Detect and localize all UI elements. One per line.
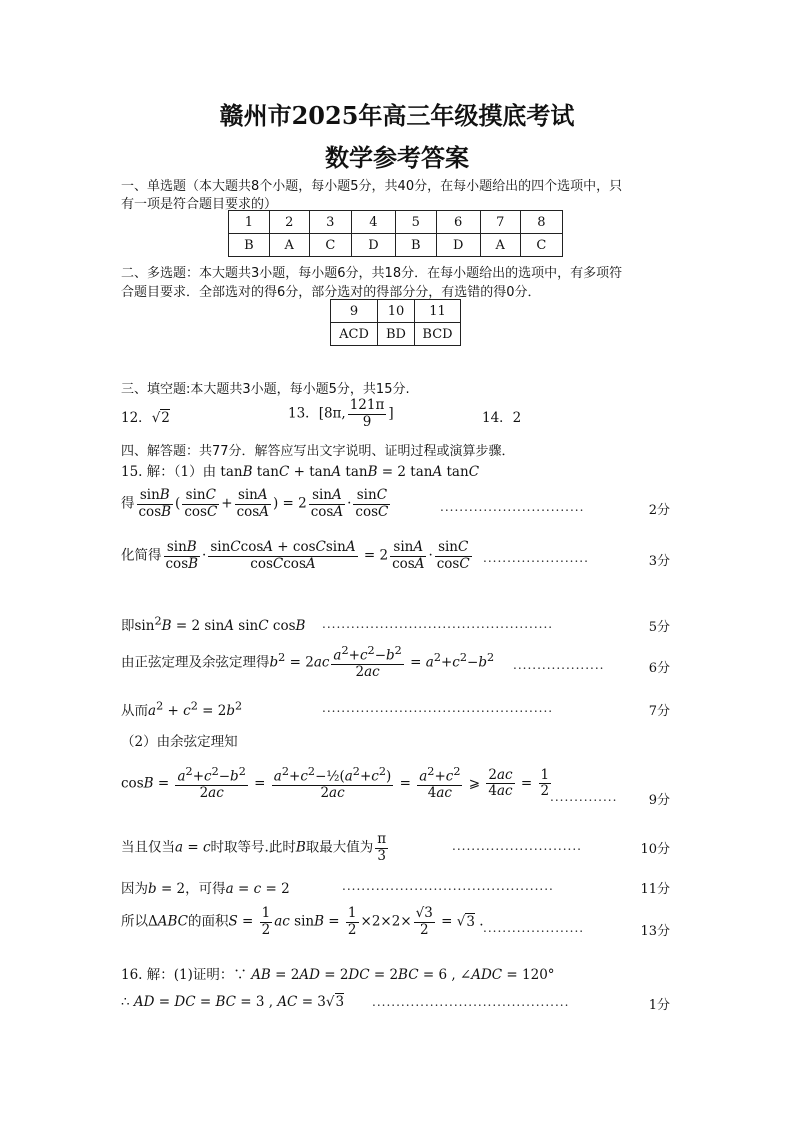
section2-heading: 二、多选题：本大题共3小题，每小题6分，共18分．在每小题给出的选项中，有多项符 <box>121 266 623 281</box>
q15-step1: 15. 解：（1）由 tanB tanC + tanA tanB = 2 tanA tanC <box>121 464 480 480</box>
sqrt-value: 2 <box>161 410 170 426</box>
table-cell: 7 <box>480 211 520 234</box>
leader-dots: ........................... <box>452 839 582 853</box>
section3-heading: 三、填空题:本大题共3小题，每小题5分，共15分. <box>121 382 410 397</box>
q15-step4: 即$\sin^2B = 2$ sinA sinC cosB <box>121 614 306 634</box>
table-cell: 6 <box>436 211 480 234</box>
q15-step5: 由正弦定理及余弦定理得$b^2 = 2ac$ $\frac{a^2+c^2-b^2}{2ac}$ = $a^2+c^2-b^2$ <box>121 644 495 681</box>
q15-step7: cosB = $\frac{a^2+c^2-b^2}{2ac}$ = $\frac{a^2+c^2-\frac{1}{2}(a^2+c^2)}{2ac}$ = $\frac{a^2+c^2}{4ac}$ ⩾ $\frac{2ac}{4ac}$ = $\frac{1}{2}$ <box>121 765 550 802</box>
table-cell: D <box>436 234 480 257</box>
table-cell: BD <box>378 323 415 346</box>
leader-dots: ......................................... <box>372 995 570 1009</box>
single-choice-answer-table <box>228 210 563 257</box>
score-10: 10分 <box>640 842 670 857</box>
leader-dots: ...................... <box>483 551 589 565</box>
leader-dots: ................................................ <box>322 617 554 631</box>
section4-heading: 四、解答题：共77分．解答应写出文字说明、证明过程或演算步骤． <box>121 444 515 459</box>
table-cell: 11 <box>415 300 461 323</box>
score-5: 5分 <box>648 620 670 635</box>
leader-dots: .............. <box>550 790 618 804</box>
table-row <box>229 234 563 257</box>
answer-14: 14．2 <box>482 410 522 426</box>
leader-dots: ................... <box>513 658 605 672</box>
table-cell: 9 <box>331 300 378 323</box>
table-cell: 8 <box>520 211 562 234</box>
score-9: 9分 <box>648 793 670 808</box>
table-cell: ACD <box>331 323 378 346</box>
table-cell: C <box>520 234 562 257</box>
leader-dots: ..................... <box>483 921 585 935</box>
q15-step3: 化简得 $\frac{\sin B}{\cos B}$ · $\frac{\text{sinCcosA + cosCsinA}}{\text{cosCcosA}}$ = 2 $\frac{\sin A}{\cos A}$ · $\frac{\sin C}{\cos C}$ <box>121 539 470 572</box>
score-7: 7分 <box>648 704 670 719</box>
table-cell: 4 <box>351 211 395 234</box>
score-3: 3分 <box>648 554 670 569</box>
q16-given: 16. 解：(1)证明：∵ AB = 2AD = 2DC = 2BC = 6 , ∠ADC = 120° <box>121 967 555 983</box>
q15-step9: 因为b = 2，可得a = c = 2 <box>121 881 290 897</box>
score-2: 2分 <box>648 503 670 518</box>
leader-dots: ................................................ <box>322 701 554 715</box>
table-cell: 1 <box>229 211 270 234</box>
page-title: 赣州市2025年高三年级摸底考试 <box>219 101 575 130</box>
table-cell: C <box>309 234 351 257</box>
q15-part2: （2）由余弦定理知 <box>121 734 238 750</box>
table-cell: A <box>269 234 309 257</box>
table-cell: 3 <box>309 211 351 234</box>
section1-heading-cont: 有一项是符合题目要求的） <box>121 197 278 212</box>
answer-13: 13．[8π, $\frac{121\pi}{9}$ ] <box>288 397 394 430</box>
table-row <box>331 300 461 323</box>
table-cell: 5 <box>395 211 436 234</box>
q15-step10: 所以ΔABC的面积S = $\frac{1}{2}$ ac sinB = $\frac{1}{2}$ ×2×2× $\frac{√3}{2}$ = √3 . <box>121 905 484 938</box>
table-cell: B <box>229 234 270 257</box>
q15-step2: 得 $\frac{\sin B}{\cos B}$ ( $\frac{\sin C}{\cos C}$ + $\frac{\sin A}{\cos A}$ ) = 2 $\frac{\sin A}{\cos A}$ · $\frac{\sin C}{\cos C}$ <box>121 487 389 520</box>
score-6: 6分 <box>648 661 670 676</box>
leader-dots: ............................................ <box>342 879 554 893</box>
q15-step6: 从而$a^2 + c^2 = 2b^2$ <box>121 699 243 719</box>
page-subtitle: 数学参考答案 <box>325 143 469 172</box>
table-row <box>331 323 461 346</box>
q16-step1: ∴ AD = DC = BC = 3 , AC = 3√3 <box>121 994 345 1010</box>
score-11: 11分 <box>640 882 670 897</box>
q15-step8: 当且仅当a = c时取等号.此时B取最大值为 $\frac{\pi}{3}$ <box>121 831 387 864</box>
score-1: 1分 <box>648 998 670 1013</box>
table-cell: 2 <box>269 211 309 234</box>
table-cell: B <box>395 234 436 257</box>
multi-choice-answer-table <box>330 299 461 346</box>
table-cell: A <box>480 234 520 257</box>
table-cell: BCD <box>415 323 461 346</box>
answer-12: 12．√2 <box>121 410 170 426</box>
leader-dots: .............................. <box>440 500 585 514</box>
table-cell: 10 <box>378 300 415 323</box>
table-row <box>229 211 563 234</box>
table-cell: D <box>351 234 395 257</box>
score-13: 13分 <box>640 924 670 939</box>
section1-heading: 一、单选题（本大题共8个小题，每小题5分，共40分，在每小题给出的四个选项中，只 <box>121 179 623 194</box>
section2-heading-cont: 合题目要求．全部选对的得6分，部分选对的得部分分，有选错的得0分． <box>121 285 541 300</box>
